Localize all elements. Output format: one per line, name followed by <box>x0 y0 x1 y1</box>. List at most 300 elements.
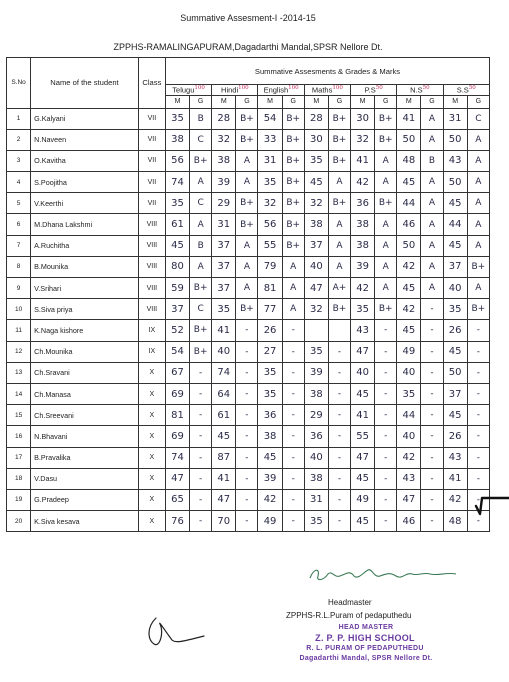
grade-cell: - <box>375 320 397 341</box>
marks-column-header: M <box>443 95 467 108</box>
marks-cell: 40 <box>304 256 328 277</box>
marks-cell: 54 <box>165 341 189 362</box>
grade-cell: A <box>236 256 258 277</box>
subject-header <box>304 85 350 96</box>
marks-cell: 42 <box>258 489 282 510</box>
marks-cell: 77 <box>258 299 282 320</box>
student-class: X <box>138 426 165 447</box>
grade-cell: B+ <box>282 172 304 193</box>
student-name: S.Siva priya <box>31 299 139 320</box>
headmaster-label: Headmaster <box>328 598 372 607</box>
serial-number: 4 <box>7 172 31 193</box>
marks-cell: 38 <box>304 214 328 235</box>
grade-cell: C <box>467 108 489 129</box>
student-class: VII <box>138 150 165 171</box>
serial-number: 19 <box>7 489 31 510</box>
marks-cell: 52 <box>165 320 189 341</box>
grade-cell: - <box>467 320 489 341</box>
grade-cell: - <box>421 320 443 341</box>
marks-sheet <box>6 4 490 550</box>
grade-cell: A <box>467 129 489 150</box>
marks-cell: 45 <box>351 383 375 404</box>
grade-cell: - <box>282 405 304 426</box>
marks-cell: 30 <box>351 108 375 129</box>
grade-cell: - <box>421 383 443 404</box>
student-row <box>7 214 490 235</box>
grade-column-header: G <box>190 95 212 108</box>
student-row <box>7 383 490 404</box>
marks-cell: 47 <box>304 278 328 299</box>
grade-cell: A <box>467 235 489 256</box>
subject-header <box>165 85 211 96</box>
grade-cell: B+ <box>236 129 258 150</box>
grade-column-header: G <box>467 95 489 108</box>
marks-cell: 59 <box>165 278 189 299</box>
grade-cell: C <box>190 193 212 214</box>
student-name: Ch.Sreevani <box>31 405 139 426</box>
marks-cell: 41 <box>397 108 421 129</box>
serial-number: 8 <box>7 256 31 277</box>
grade-cell: A <box>190 172 212 193</box>
grade-cell: - <box>190 426 212 447</box>
marks-cell: 42 <box>397 447 421 468</box>
marks-cell: 45 <box>212 426 236 447</box>
student-class: X <box>138 489 165 510</box>
marks-cell: 50 <box>443 172 467 193</box>
marks-cell: 44 <box>397 405 421 426</box>
student-row <box>7 362 490 383</box>
student-row <box>7 341 490 362</box>
grade-cell: B+ <box>282 193 304 214</box>
marks-cell: 47 <box>351 341 375 362</box>
marks-cell: 67 <box>165 362 189 383</box>
subject-header <box>351 85 397 96</box>
grade-cell: - <box>328 383 350 404</box>
grade-cell: B <box>190 108 212 129</box>
grade-cell: A <box>375 214 397 235</box>
marks-cell: 44 <box>397 193 421 214</box>
grade-cell: A <box>467 150 489 171</box>
serial-number: 6 <box>7 214 31 235</box>
grade-cell: - <box>467 447 489 468</box>
marks-cell: 32 <box>351 129 375 150</box>
student-class: VIII <box>138 278 165 299</box>
marks-cell: 28 <box>304 108 328 129</box>
grade-cell <box>328 320 350 341</box>
grade-cell: A <box>282 256 304 277</box>
marks-cell <box>304 320 328 341</box>
marks-cell: 41 <box>212 320 236 341</box>
grade-cell: A <box>375 278 397 299</box>
student-row <box>7 278 490 299</box>
marks-cell: 36 <box>351 193 375 214</box>
serial-number: 2 <box>7 129 31 150</box>
student-name: K.Naga kishore <box>31 320 139 341</box>
grade-column-header: G <box>328 95 350 108</box>
grade-cell: A <box>421 256 443 277</box>
student-class: IX <box>138 341 165 362</box>
marks-cell: 38 <box>165 129 189 150</box>
student-name: B.Pravalika <box>31 447 139 468</box>
marks-cell: 48 <box>397 150 421 171</box>
marks-cell: 45 <box>397 320 421 341</box>
marks-cell: 32 <box>212 129 236 150</box>
marks-cell: 26 <box>258 320 282 341</box>
marks-cell: 35 <box>304 150 328 171</box>
marks-cell: 37 <box>212 235 236 256</box>
grade-cell: - <box>328 447 350 468</box>
grade-cell: - <box>421 489 443 510</box>
student-class: X <box>138 383 165 404</box>
subject-max-marks: 50 <box>468 85 476 91</box>
student-row <box>7 108 490 129</box>
grade-cell: B+ <box>190 320 212 341</box>
grade-cell: B+ <box>190 341 212 362</box>
subject-max-marks: 100 <box>238 85 249 91</box>
grade-cell: - <box>236 383 258 404</box>
grade-cell: - <box>282 447 304 468</box>
grade-cell: A <box>375 172 397 193</box>
marks-cell: 50 <box>397 235 421 256</box>
student-row <box>7 320 490 341</box>
marks-cell: 69 <box>165 383 189 404</box>
marks-cell: 35 <box>258 172 282 193</box>
marks-cell: 43 <box>443 447 467 468</box>
grade-cell: - <box>467 468 489 489</box>
grade-cell: B+ <box>467 256 489 277</box>
grade-cell: A <box>421 278 443 299</box>
grade-cell: - <box>328 468 350 489</box>
subject-max-marks: 100 <box>332 85 343 91</box>
grade-cell: - <box>236 447 258 468</box>
student-name: K.Siva kesava <box>31 511 139 532</box>
serial-number: 16 <box>7 426 31 447</box>
grade-cell: B+ <box>328 150 350 171</box>
grade-cell: - <box>190 447 212 468</box>
grade-cell: B+ <box>190 150 212 171</box>
grade-cell: - <box>375 468 397 489</box>
marks-cell: 47 <box>397 489 421 510</box>
grade-cell: - <box>236 489 258 510</box>
grade-cell: B <box>190 235 212 256</box>
grade-cell: A <box>236 235 258 256</box>
student-class: VIII <box>138 256 165 277</box>
marks-cell: 38 <box>304 468 328 489</box>
student-row <box>7 447 490 468</box>
grade-cell: A <box>421 129 443 150</box>
marks-cell: 45 <box>443 405 467 426</box>
grade-cell: - <box>236 511 258 532</box>
grade-cell: C <box>190 299 212 320</box>
marks-cell: 49 <box>258 511 282 532</box>
marks-cell: 33 <box>258 129 282 150</box>
grade-cell: - <box>375 383 397 404</box>
student-class: VIII <box>138 214 165 235</box>
serial-number: 18 <box>7 468 31 489</box>
student-name: B.Mounika <box>31 256 139 277</box>
serial-number: 10 <box>7 299 31 320</box>
serial-number: 14 <box>7 383 31 404</box>
student-row <box>7 489 490 510</box>
grade-column-header: G <box>236 95 258 108</box>
marks-cell: 35 <box>212 299 236 320</box>
marks-cell: 65 <box>165 489 189 510</box>
grade-cell: A <box>236 150 258 171</box>
marks-cell: 69 <box>165 426 189 447</box>
marks-cell: 30 <box>304 129 328 150</box>
serial-number: 7 <box>7 235 31 256</box>
marks-cell: 37 <box>443 256 467 277</box>
marks-cell: 28 <box>212 108 236 129</box>
grade-cell: - <box>328 362 350 383</box>
student-name: A.Ruchitha <box>31 235 139 256</box>
grade-cell: A <box>282 278 304 299</box>
grade-cell: - <box>467 362 489 383</box>
grade-cell: A <box>421 172 443 193</box>
grade-cell: - <box>421 362 443 383</box>
marks-table <box>6 57 490 532</box>
marks-cell: 47 <box>212 489 236 510</box>
serial-number: 5 <box>7 193 31 214</box>
marks-cell: 43 <box>443 150 467 171</box>
marks-cell: 31 <box>304 489 328 510</box>
grade-cell: - <box>190 362 212 383</box>
grade-cell: - <box>375 362 397 383</box>
student-name: O.Kavitha <box>31 150 139 171</box>
grade-cell: - <box>467 511 489 532</box>
grade-cell: - <box>467 489 489 510</box>
marks-cell: 54 <box>258 108 282 129</box>
grade-cell: - <box>421 341 443 362</box>
grade-cell: A <box>190 214 212 235</box>
grade-cell: A <box>467 214 489 235</box>
marks-cell: 31 <box>212 214 236 235</box>
marks-cell: 36 <box>258 405 282 426</box>
grade-cell: - <box>282 383 304 404</box>
student-name: G.Pradeep <box>31 489 139 510</box>
marks-cell: 29 <box>212 193 236 214</box>
grade-cell: - <box>282 341 304 362</box>
marks-cell: 45 <box>443 193 467 214</box>
grade-column-header: G <box>282 95 304 108</box>
serial-number: 1 <box>7 108 31 129</box>
marks-cell: 45 <box>443 235 467 256</box>
grade-cell: - <box>421 511 443 532</box>
grade-cell: - <box>421 447 443 468</box>
marks-cell: 35 <box>351 299 375 320</box>
student-class: VIII <box>138 299 165 320</box>
grade-cell: - <box>375 447 397 468</box>
grade-cell: B+ <box>375 129 397 150</box>
student-class: IX <box>138 320 165 341</box>
marks-cell: 35 <box>304 341 328 362</box>
marks-cell: 45 <box>397 172 421 193</box>
marks-cell: 50 <box>397 129 421 150</box>
stamp-line-4: Dagadarthi Mandal, SPSR Nellore Dt. <box>299 655 433 662</box>
student-name: V.Srihari <box>31 278 139 299</box>
grade-cell: - <box>375 405 397 426</box>
marks-cell: 55 <box>258 235 282 256</box>
headmaster-school: ZPPHS-R.L.Puram of pedaputhedu <box>286 611 412 620</box>
marks-cell: 70 <box>212 511 236 532</box>
marks-cell: 32 <box>304 193 328 214</box>
marks-cell: 49 <box>397 341 421 362</box>
marks-column-header: M <box>258 95 282 108</box>
student-class: VIII <box>138 235 165 256</box>
grade-cell: - <box>190 383 212 404</box>
marks-cell: 48 <box>443 511 467 532</box>
grade-cell: B+ <box>375 299 397 320</box>
grade-cell: - <box>236 405 258 426</box>
marks-cell: 35 <box>304 511 328 532</box>
student-class: VII <box>138 193 165 214</box>
marks-cell: 39 <box>351 256 375 277</box>
grade-cell: - <box>328 341 350 362</box>
school-line: ZPPHS-RAMALINGAPURAM,Dagadarthi Mandal,SPSR Nellore Dt. <box>113 42 383 52</box>
student-name: N.Bhavani <box>31 426 139 447</box>
grade-cell: A <box>467 278 489 299</box>
table-title: Summative Assesments & Grades & Marks <box>165 58 489 85</box>
student-class: VII <box>138 108 165 129</box>
serial-number: 3 <box>7 150 31 171</box>
grade-cell: - <box>375 341 397 362</box>
student-class: X <box>138 447 165 468</box>
student-row <box>7 468 490 489</box>
student-row <box>7 256 490 277</box>
student-class: X <box>138 405 165 426</box>
marks-cell: 64 <box>212 383 236 404</box>
grade-cell: - <box>375 489 397 510</box>
grade-cell: B+ <box>467 299 489 320</box>
grade-cell: A <box>282 299 304 320</box>
stamp-line-2: Z. P. P. HIGH SCHOOL <box>315 633 415 643</box>
marks-cell: 37 <box>304 235 328 256</box>
grade-cell: - <box>282 468 304 489</box>
grade-cell: B+ <box>375 193 397 214</box>
marks-column-header: M <box>212 95 236 108</box>
grade-cell: - <box>190 511 212 532</box>
marks-cell: 42 <box>443 489 467 510</box>
grade-cell: - <box>236 468 258 489</box>
marks-cell: 31 <box>258 150 282 171</box>
grade-cell: B+ <box>375 108 397 129</box>
grade-cell: A <box>467 172 489 193</box>
grade-cell: - <box>282 362 304 383</box>
student-row <box>7 426 490 447</box>
marks-cell: 39 <box>304 362 328 383</box>
grade-cell: B <box>421 150 443 171</box>
marks-cell: 31 <box>443 108 467 129</box>
student-row <box>7 172 490 193</box>
student-class: X <box>138 362 165 383</box>
marks-cell: 37 <box>212 278 236 299</box>
grade-cell: - <box>190 489 212 510</box>
grade-cell: A <box>421 214 443 235</box>
marks-cell: 81 <box>165 405 189 426</box>
tick-mark-icon <box>474 492 509 518</box>
grade-cell: B+ <box>236 214 258 235</box>
marks-cell: 47 <box>351 447 375 468</box>
marks-cell: 42 <box>397 299 421 320</box>
marks-cell: 79 <box>258 256 282 277</box>
marks-column-header: M <box>351 95 375 108</box>
subject-name: Telugu <box>172 85 195 95</box>
grade-cell: - <box>421 426 443 447</box>
name-header: Name of the student <box>31 58 139 109</box>
grade-cell: C <box>190 129 212 150</box>
stamp-line-1: HEAD MASTER <box>338 624 394 631</box>
marks-cell: 40 <box>351 362 375 383</box>
grade-cell: - <box>190 405 212 426</box>
student-row <box>7 150 490 171</box>
student-class: X <box>138 468 165 489</box>
student-row <box>7 511 490 532</box>
grade-cell: A <box>421 193 443 214</box>
student-name: V.Keerthi <box>31 193 139 214</box>
student-class: X <box>138 511 165 532</box>
marks-cell: 38 <box>351 235 375 256</box>
grade-cell: - <box>236 426 258 447</box>
marks-cell: 80 <box>165 256 189 277</box>
subject-max-marks: 100 <box>194 85 205 91</box>
grade-cell: B+ <box>328 193 350 214</box>
marks-cell: 56 <box>165 150 189 171</box>
marks-cell: 39 <box>258 468 282 489</box>
marks-cell: 61 <box>165 214 189 235</box>
student-class: VII <box>138 129 165 150</box>
grade-cell: B+ <box>328 129 350 150</box>
grade-cell: A <box>328 235 350 256</box>
stamp-line-3: R. L. PURAM OF PEDAPUTHEDU <box>306 645 424 652</box>
marks-cell: 38 <box>304 383 328 404</box>
grade-cell: - <box>328 511 350 532</box>
student-row <box>7 299 490 320</box>
grade-cell: B+ <box>190 278 212 299</box>
marks-cell: 55 <box>351 426 375 447</box>
marks-cell: 26 <box>443 426 467 447</box>
marks-cell: 37 <box>443 383 467 404</box>
marks-cell: 40 <box>304 447 328 468</box>
grade-cell: - <box>328 405 350 426</box>
grade-cell: B+ <box>282 108 304 129</box>
marks-cell: 35 <box>258 362 282 383</box>
subject-header <box>397 85 443 96</box>
grade-cell: B+ <box>282 129 304 150</box>
marks-cell: 45 <box>351 511 375 532</box>
class-header: Class <box>138 58 165 109</box>
marks-cell: 44 <box>443 214 467 235</box>
marks-cell: 42 <box>351 172 375 193</box>
grade-cell: A <box>328 256 350 277</box>
grade-cell: A <box>236 278 258 299</box>
marks-cell: 38 <box>212 150 236 171</box>
marks-cell: 50 <box>443 129 467 150</box>
marks-cell: 47 <box>165 468 189 489</box>
marks-column-header: M <box>304 95 328 108</box>
marks-cell: 35 <box>397 383 421 404</box>
grade-cell: - <box>236 362 258 383</box>
subject-max-marks: 100 <box>288 85 299 91</box>
marks-column-header: M <box>165 95 189 108</box>
serial-number: 15 <box>7 405 31 426</box>
marks-cell: 32 <box>304 299 328 320</box>
subject-name: English <box>263 85 289 95</box>
marks-cell: 49 <box>351 489 375 510</box>
marks-cell: 38 <box>258 426 282 447</box>
grade-cell: - <box>190 468 212 489</box>
student-name: N.Naveen <box>31 129 139 150</box>
grade-cell: - <box>467 341 489 362</box>
